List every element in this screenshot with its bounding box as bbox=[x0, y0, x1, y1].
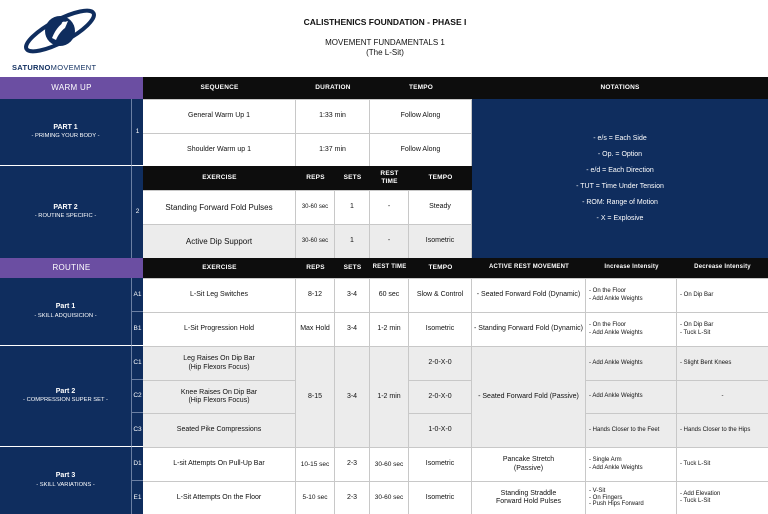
notation-item: - TUT = Time Under Tension bbox=[576, 183, 664, 190]
row-code: C2 bbox=[131, 380, 143, 413]
logo bbox=[12, 8, 107, 70]
table-row-tempo: Steady bbox=[409, 190, 472, 224]
warmup-part2 bbox=[0, 166, 131, 258]
routine-part1-sub: - SKILL ADQUISICION - bbox=[34, 312, 97, 319]
row-code: A1 bbox=[131, 278, 143, 312]
table-row-decrease: - On Dip Bar bbox=[677, 278, 768, 312]
notation-item: - e/d = Each Direction bbox=[586, 167, 654, 174]
table-row-reps: Max Hold bbox=[296, 312, 335, 346]
warmup-part2-col-tempo: TEMPO bbox=[409, 166, 472, 190]
table-row-tempo: 2-0-X-0 bbox=[409, 380, 472, 413]
routine-part2-sub: - COMPRESSION SUPER SET - bbox=[23, 397, 108, 404]
table-row-sets: 2-3 bbox=[335, 447, 370, 481]
warmup-part1-title: PART 1 bbox=[53, 123, 78, 131]
table-row-rest: - bbox=[370, 224, 409, 258]
table-row-decrease: - bbox=[677, 380, 768, 413]
row-code: D1 bbox=[131, 447, 143, 481]
table-row-name: L-Sit Progression Hold bbox=[143, 312, 296, 346]
warmup-col-sequence: SEQUENCE bbox=[143, 77, 296, 99]
warmup-part2-sub: - ROUTINE SPECIFIC - bbox=[34, 213, 97, 220]
row-code: C1 bbox=[131, 346, 143, 380]
table-row-reps: 5-10 sec bbox=[296, 481, 335, 514]
table-row-name: L-Sit Leg Switches bbox=[143, 278, 296, 312]
table-row-increase: - V-Sit - On Fingers - Push Hips Forward bbox=[586, 481, 677, 514]
routine-part3-sub: - SKILL VARIATIONS - bbox=[36, 481, 95, 488]
warmup-part2-col-reps: REPS bbox=[296, 166, 335, 190]
row-code: B1 bbox=[131, 312, 143, 346]
table-row-sets: 1 bbox=[335, 224, 370, 258]
routine-col-sets: SETS bbox=[335, 258, 370, 278]
table-row-active-rest: - Standing Forward Fold (Dynamic) bbox=[472, 312, 586, 346]
table-row-rest: 1-2 min bbox=[370, 312, 409, 346]
saturn-logo-icon bbox=[12, 8, 107, 56]
table-row-rest: 30-60 sec bbox=[370, 481, 409, 514]
table-row-tempo: Slow & Control bbox=[409, 278, 472, 312]
routine-col-rest: REST TIME bbox=[370, 258, 409, 278]
superset-active-rest: - Seated Forward Fold (Passive) bbox=[472, 346, 586, 447]
row-code: E1 bbox=[131, 481, 143, 514]
notation-item: - e/s = Each Side bbox=[593, 135, 647, 142]
table-row-decrease: - Tuck L-Sit bbox=[677, 447, 768, 481]
routine-part3-title: Part 3 bbox=[55, 472, 76, 480]
warmup-part1-index: 1 bbox=[131, 99, 143, 166]
table-row-reps: 30-60 sec bbox=[296, 224, 335, 258]
table-row-name: Shoulder Warm up 1 bbox=[143, 133, 296, 166]
warmup-col-duration: DURATION bbox=[296, 77, 370, 99]
notation-item: - ROM: Range of Motion bbox=[582, 199, 658, 206]
table-row-rest: - bbox=[370, 190, 409, 224]
table-row-increase: - Add Ankle Weights bbox=[586, 346, 677, 380]
notation-item: - Op. = Option bbox=[597, 151, 643, 158]
table-row-tempo: Isometric bbox=[409, 224, 472, 258]
table-row-sets: 3-4 bbox=[335, 278, 370, 312]
table-row-duration: 1:33 min bbox=[296, 99, 370, 133]
table-row-rest: 30-60 sec bbox=[370, 447, 409, 481]
table-row-tempo: 1-0-X-0 bbox=[409, 413, 472, 447]
table-row-increase: - Add Ankle Weights bbox=[586, 380, 677, 413]
superset-rest: 1-2 min bbox=[370, 346, 409, 447]
warmup-part2-title: PART 2 bbox=[53, 203, 78, 211]
table-row-rest: 60 sec bbox=[370, 278, 409, 312]
table-row-name: Knee Raises On Dip Bar (Hip Flexors Focus) bbox=[143, 380, 296, 413]
routine-part2-title: Part 2 bbox=[55, 387, 76, 395]
page-title: CALISTHENICS FOUNDATION - PHASE I bbox=[303, 16, 467, 27]
table-row-increase: - On the Floor - Add Ankle Weights bbox=[586, 312, 677, 346]
page-subtitle-2: (The L-Sit) bbox=[366, 47, 404, 57]
table-row-tempo: Isometric bbox=[409, 447, 472, 481]
warmup-part2-col-sets: SETS bbox=[335, 166, 370, 190]
routine-col-active-rest: ACTIVE REST MOVEMENT bbox=[472, 258, 586, 278]
notations-panel bbox=[472, 99, 768, 258]
table-row-decrease: - On Dip Bar - Tuck L-Sit bbox=[677, 312, 768, 346]
table-row-reps: 10-15 sec bbox=[296, 447, 335, 481]
table-row-name: Seated Pike Compressions bbox=[143, 413, 296, 447]
routine-part2 bbox=[0, 346, 131, 447]
warmup-part2-index: 2 bbox=[131, 166, 143, 258]
notations-label: NOTATIONS bbox=[472, 77, 768, 99]
table-row-tempo: Isometric bbox=[409, 312, 472, 346]
table-row-name: L-Sit Attempts On the Floor bbox=[143, 481, 296, 514]
row-code: C3 bbox=[131, 413, 143, 447]
table-row-increase: - On the Floor - Add Ankle Weights bbox=[586, 278, 677, 312]
routine-part1-title: Part 1 bbox=[55, 303, 76, 311]
table-row-tempo: Follow Along bbox=[370, 133, 472, 166]
table-row-tempo: 2-0-X-0 bbox=[409, 346, 472, 380]
table-row-tempo: Follow Along bbox=[370, 99, 472, 133]
table-row-increase: - Hands Closer to the Feet bbox=[586, 413, 677, 447]
warmup-part2-col-rest: REST TIME bbox=[370, 166, 409, 190]
warmup-col-tempo: TEMPO bbox=[370, 77, 472, 99]
table-row-name: Standing Forward Fold Pulses bbox=[143, 190, 296, 224]
table-row-duration: 1:37 min bbox=[296, 133, 370, 166]
warmup-part2-col-exercise: EXERCISE bbox=[143, 166, 296, 190]
table-row-decrease: - Add Elevation - Tuck L-Sit bbox=[677, 481, 768, 514]
routine-col-tempo: TEMPO bbox=[409, 258, 472, 278]
routine-col-decrease: Decrease Intensity bbox=[677, 258, 768, 278]
table-row-active-rest: - Seated Forward Fold (Dynamic) bbox=[472, 278, 586, 312]
superset-sets: 3-4 bbox=[335, 346, 370, 447]
table-row-decrease: - Slight Bent Knees bbox=[677, 346, 768, 380]
logo-text-bold: SATURNO bbox=[12, 63, 51, 72]
table-row-active-rest: Standing Straddle Forward Hold Pulses bbox=[472, 481, 586, 514]
warmup-part1 bbox=[0, 99, 131, 166]
table-row-active-rest: Pancake Stretch (Passive) bbox=[472, 447, 586, 481]
table-row-tempo: Isometric bbox=[409, 481, 472, 514]
table-row-increase: - Single Arm - Add Ankle Weights bbox=[586, 447, 677, 481]
routine-col-reps: REPS bbox=[296, 258, 335, 278]
table-row-reps: 8-12 bbox=[296, 278, 335, 312]
table-row-name: Active Dip Support bbox=[143, 224, 296, 258]
table-row-sets: 3-4 bbox=[335, 312, 370, 346]
table-row-name: General Warm Up 1 bbox=[143, 99, 296, 133]
routine-part3 bbox=[0, 447, 131, 514]
table-row-name: Leg Raises On Dip Bar (Hip Flexors Focus) bbox=[143, 346, 296, 380]
routine-label: ROUTINE bbox=[0, 258, 143, 278]
table-row-name: L-sit Attempts On Pull-Up Bar bbox=[143, 447, 296, 481]
page-subtitle: MOVEMENT FUNDAMENTALS 1 bbox=[325, 37, 445, 47]
warmup-part1-sub: - PRIMING YOUR BODY - bbox=[31, 133, 100, 140]
table-row-reps: 30-60 sec bbox=[296, 190, 335, 224]
table-row-sets: 2-3 bbox=[335, 481, 370, 514]
routine-part1 bbox=[0, 278, 131, 346]
superset-reps: 8-15 bbox=[296, 346, 335, 447]
warmup-label: WARM UP bbox=[0, 77, 143, 99]
logo-text-light: MOVEMENT bbox=[50, 63, 97, 72]
routine-col-increase: Increase Intensity bbox=[586, 258, 677, 278]
table-row-sets: 1 bbox=[335, 190, 370, 224]
table-row-decrease: - Hands Closer to the Hips bbox=[677, 413, 768, 447]
routine-col-exercise: EXERCISE bbox=[143, 258, 296, 278]
notation-item: - X = Explosive bbox=[596, 215, 644, 222]
